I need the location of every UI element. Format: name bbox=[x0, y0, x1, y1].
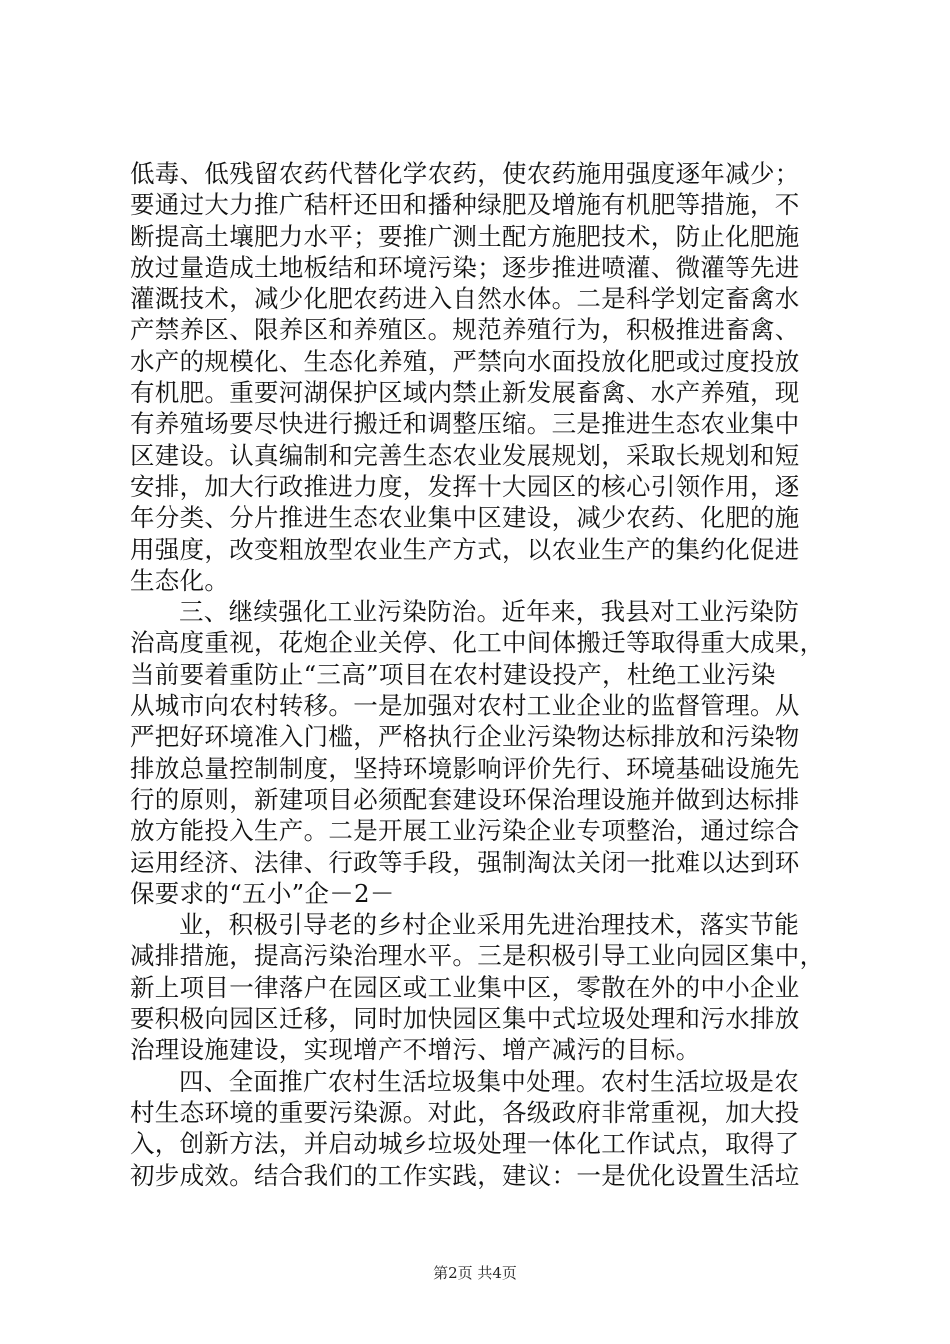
paragraph-start-line: 业，积极引导老的乡村企业采用先进治理技术，落实节能 bbox=[179, 910, 799, 940]
text-line: 有机肥。重要河湖保护区域内禁止新发展畜禽、水产养殖，现 bbox=[130, 378, 800, 408]
text-line: 村生态环境的重要污染源。对此，各级政府非常重视，加大投 bbox=[130, 1097, 800, 1127]
text-line: 放过量造成土地板结和环境污染；逐步推进喷灌、微灌等先进 bbox=[130, 252, 800, 282]
paragraph-start-line: 三、继续强化工业污染防治。近年来，我县对工业污染防 bbox=[179, 597, 799, 627]
text-line: 初步成效。结合我们的工作实践，建议：一是优化设置生活垃 bbox=[130, 1160, 800, 1190]
text-line: 治理设施建设，实现增产不增污、增产减污的目标。 bbox=[130, 1035, 701, 1065]
text-line: 减排措施，提高污染治理水平。三是积极引导工业向园区集中， bbox=[130, 941, 825, 971]
text-line: 有养殖场要尽快进行搬迁和调整压缩。三是推进生态农业集中 bbox=[130, 409, 800, 439]
text-line: 当前要着重防止“三高”项目在农村建设投产，杜绝工业污染 bbox=[130, 659, 776, 689]
text-line: 生态化。 bbox=[130, 565, 230, 595]
text-line: 区建设。认真编制和完善生态农业发展规划，采取长规划和短 bbox=[130, 440, 800, 470]
text-line: 用强度，改变粗放型农业生产方式，以农业生产的集约化促进 bbox=[130, 534, 800, 564]
text-line: 治高度重视，花炮企业关停、化工中间体搬迁等取得重大成果， bbox=[130, 628, 825, 658]
text-line: 灌溉技术，减少化肥农药进入自然水体。二是科学划定畜禽水 bbox=[130, 284, 800, 314]
text-line: 新上项目一律落户在园区或工业集中区，零散在外的中小企业 bbox=[130, 972, 800, 1002]
document-body bbox=[130, 158, 830, 1191]
text-line: 严把好环境准入门槛，严格执行企业污染物达标排放和污染物 bbox=[130, 722, 800, 752]
text-line: 水产的规模化、生态化养殖，严禁向水面投放化肥或过度投放 bbox=[130, 346, 800, 376]
paragraph-start-line: 四、全面推广农村生活垃圾集中处理。农村生活垃圾是农 bbox=[179, 1066, 799, 1096]
text-line: 放方能投入生产。二是开展工业污染企业专项整治，通过综合 bbox=[130, 816, 800, 846]
text-line: 安排，加大行政推进力度，发挥十大园区的核心引领作用，逐 bbox=[130, 471, 800, 501]
text-line: 低毒、低残留农药代替化学农药，使农药施用强度逐年减少； bbox=[130, 159, 800, 188]
text-line: 要积极向园区迁移，同时加快园区集中式垃圾处理和污水排放 bbox=[130, 1004, 800, 1034]
text-line: 要通过大力推广秸杆还田和播种绿肥及增施有机肥等措施，不 bbox=[130, 190, 800, 220]
text-line: 年分类、分片推进生态农业集中区建设，减少农药、化肥的施 bbox=[130, 503, 800, 533]
text-line: 产禁养区、限养区和养殖区。规范养殖行为，积极推进畜禽、 bbox=[130, 315, 800, 345]
page-number-footer: 第2页 共4页 bbox=[433, 1264, 517, 1282]
text-line: 入，创新方法，并启动城乡垃圾处理一体化工作试点，取得了 bbox=[130, 1129, 800, 1159]
text-line: 断提高土壤肥力水平；要推广测土配方施肥技术，防止化肥施 bbox=[130, 221, 800, 251]
text-line: 保要求的“五小”企－2－ bbox=[130, 878, 395, 908]
text-line: 从城市向农村转移。一是加强对农村工业企业的监督管理。从 bbox=[130, 691, 800, 721]
text-line: 排放总量控制制度，坚持环境影响评价先行、环境基础设施先 bbox=[130, 753, 800, 783]
text-line: 运用经济、法律、行政等手段，强制淘汰关闭一批难以达到环 bbox=[130, 847, 800, 877]
text-line: 行的原则，新建项目必须配套建设环保治理设施并做到达标排 bbox=[130, 784, 800, 814]
